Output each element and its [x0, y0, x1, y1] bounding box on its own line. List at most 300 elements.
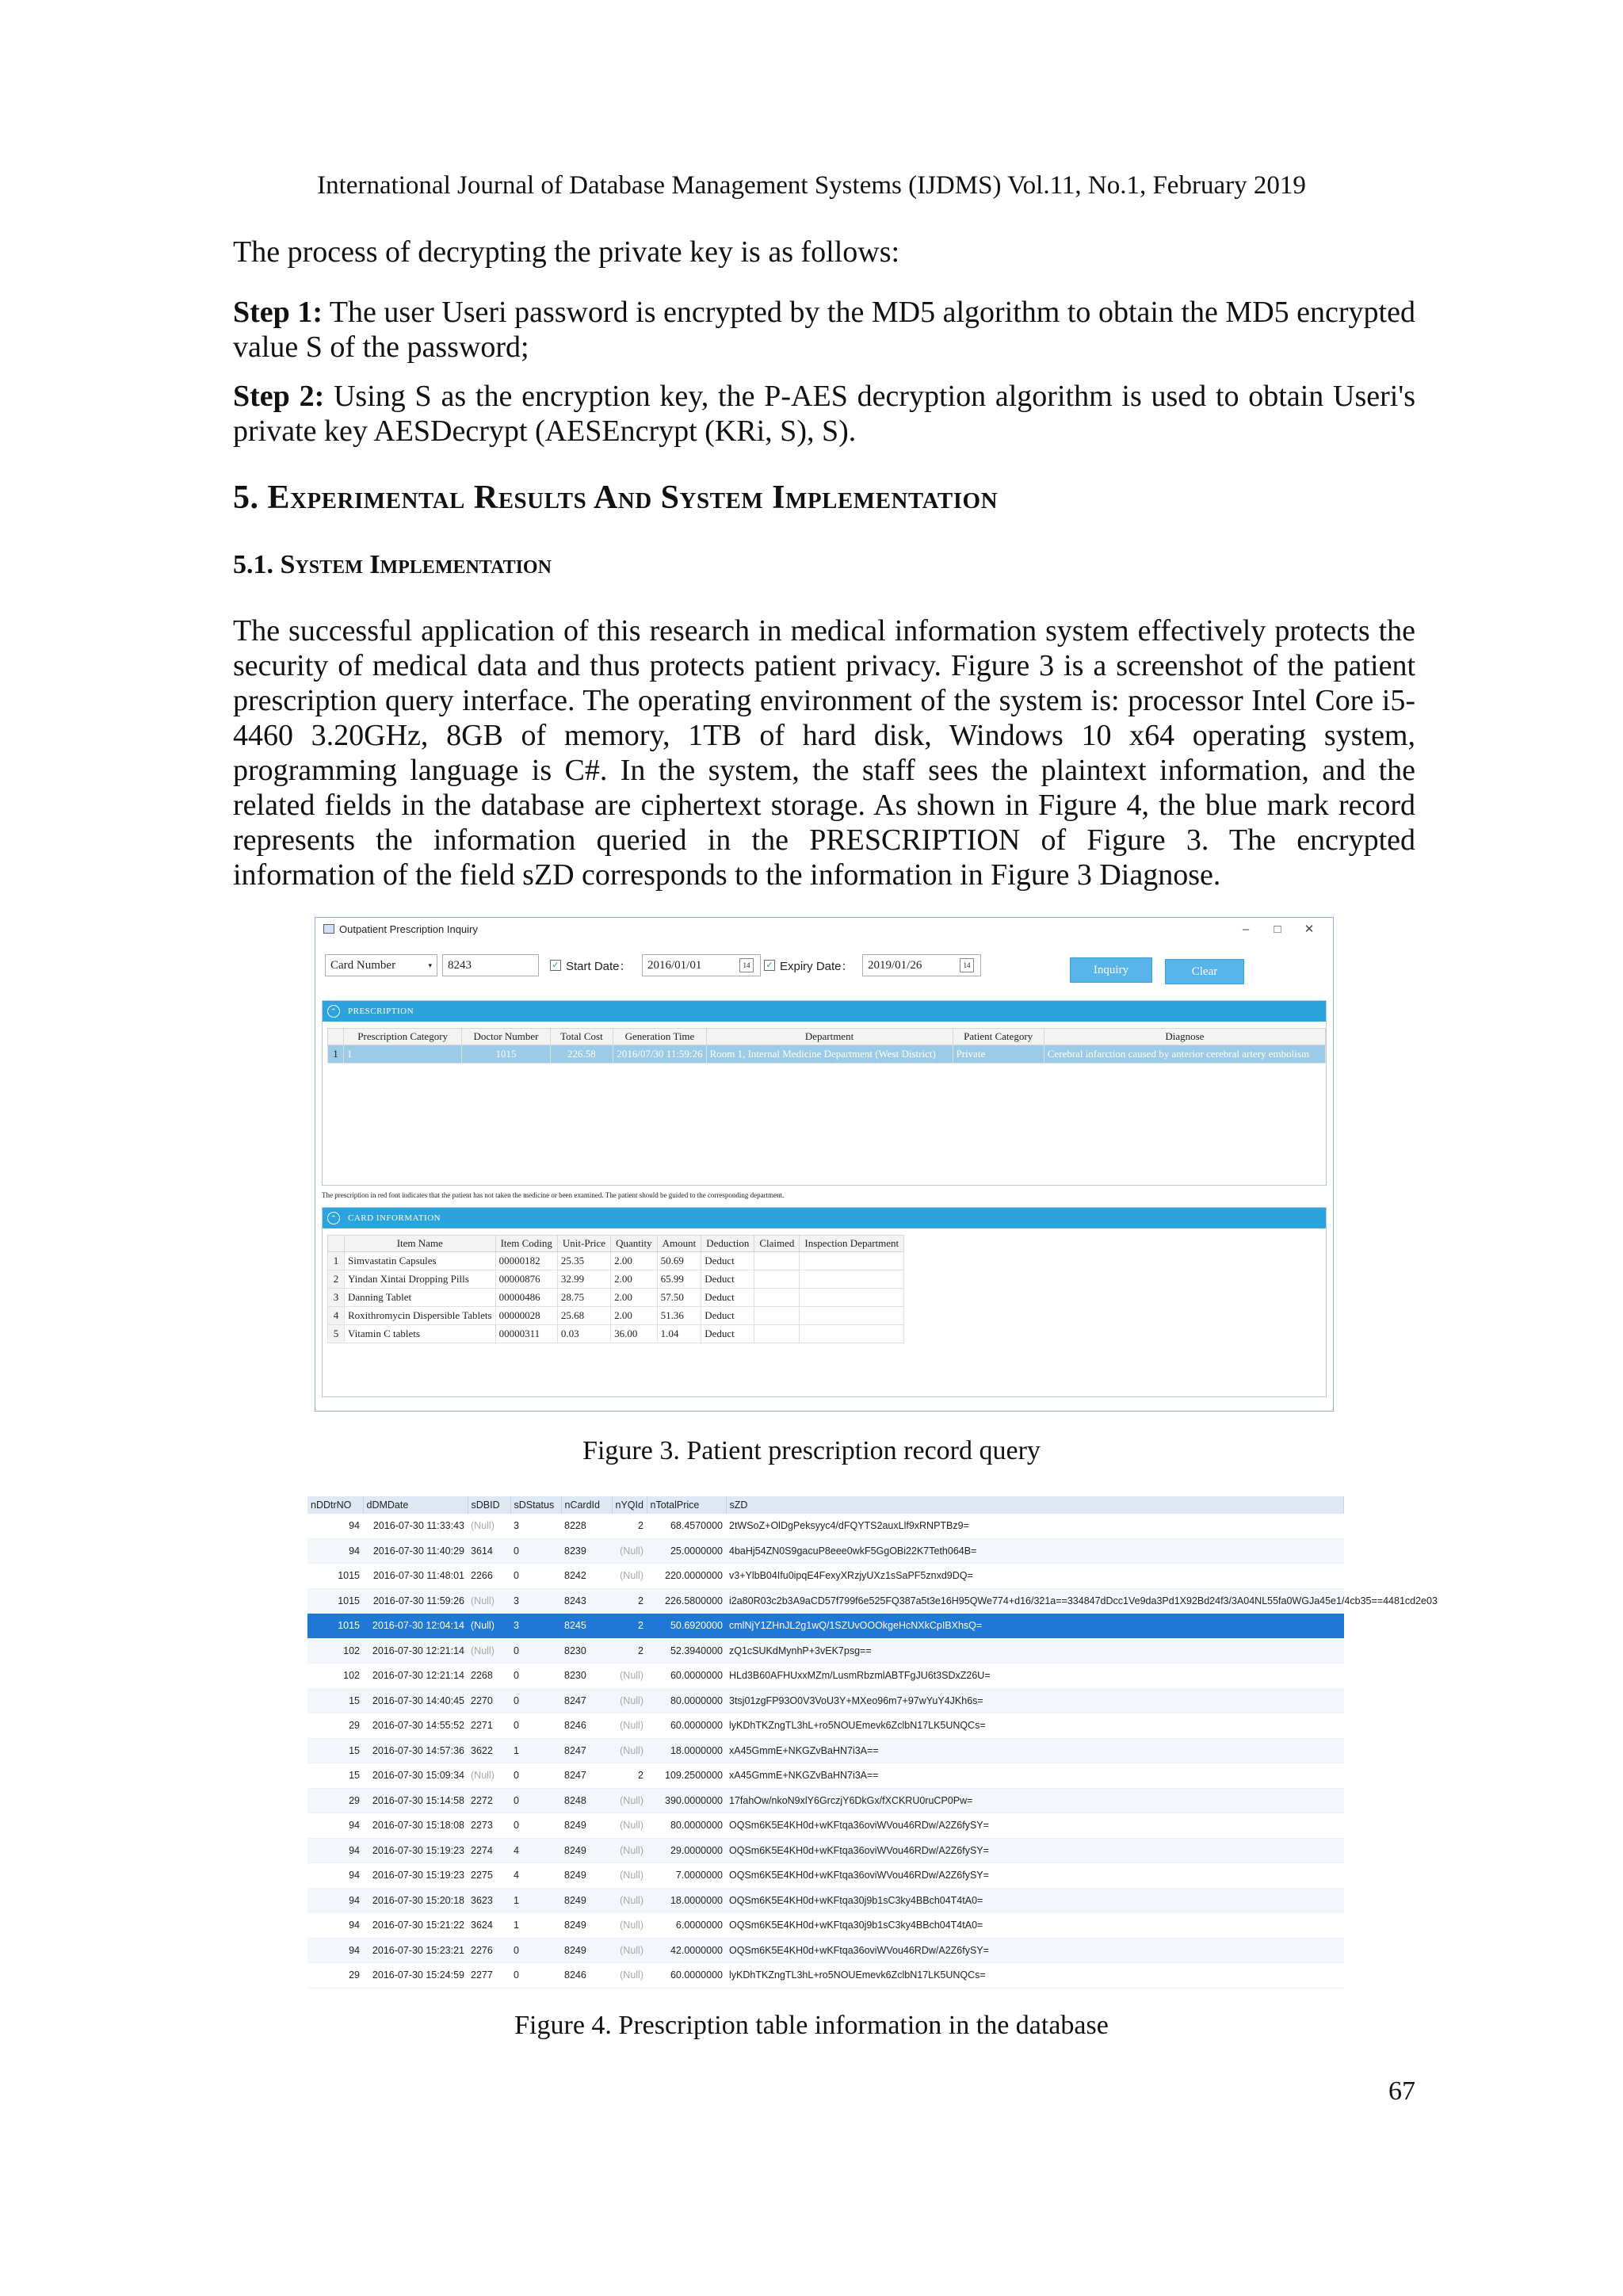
db-cell: 8246: [561, 1713, 612, 1739]
db-cell: 2016-07-30 11:59:26: [363, 1588, 468, 1614]
db-cell: 1015: [307, 1564, 363, 1589]
cell-category: 1: [343, 1045, 462, 1064]
db-cell: lyKDhTKZngTL3hL+ro5NOUEmevk6ZclbN17LK5UNQCs=: [726, 1713, 1344, 1739]
db-column-header[interactable]: dDMDate: [363, 1496, 468, 1514]
db-cell: 18.0000000: [647, 1888, 726, 1913]
table-cell: 2.00: [611, 1307, 658, 1325]
column-header[interactable]: Total Cost: [550, 1029, 613, 1045]
row-number: 5: [328, 1325, 345, 1343]
db-cell: (Null): [612, 1813, 647, 1839]
db-cell: 2272: [468, 1788, 510, 1813]
db-row[interactable]: [307, 1538, 1344, 1564]
table-cell: 36.00: [611, 1325, 658, 1343]
minimize-button[interactable]: –: [1242, 922, 1250, 936]
db-cell: 94: [307, 1538, 363, 1564]
card-information-title: CARD INFORMATION: [348, 1213, 441, 1223]
db-row[interactable]: [307, 1863, 1344, 1889]
db-cell: (Null): [612, 1963, 647, 1988]
db-cell: 94: [307, 1863, 363, 1889]
db-cell: 8246: [561, 1963, 612, 1988]
column-header[interactable]: Department: [706, 1029, 953, 1045]
cell-cost: 226.58: [550, 1045, 613, 1064]
table-cell: 00000182: [495, 1252, 557, 1270]
db-cell: (Null): [612, 1538, 647, 1564]
db-cell: 2016-07-30 12:04:14: [363, 1614, 468, 1639]
db-cell: 0: [510, 1538, 561, 1564]
db-cell: 0: [510, 1564, 561, 1589]
db-cell: 2266: [468, 1564, 510, 1589]
db-cell: OQSm6K5E4KH0d+wKFtqa36oviWVou46RDw/A2Z6fySY=: [726, 1863, 1344, 1889]
db-cell: OQSm6K5E4KH0d+wKFtqa30j9b1sC3ky4BBch04T4tA0=: [726, 1913, 1344, 1939]
table-cell: 51.36: [657, 1307, 701, 1325]
cell-diagnose: Cerebral infarction caused by anterior cerebral artery embolism: [1044, 1045, 1325, 1064]
db-cell: 1015: [307, 1614, 363, 1639]
row-number: 4: [328, 1307, 345, 1325]
db-cell: 2016-07-30 14:57:36: [363, 1738, 468, 1763]
db-cell: 1: [510, 1888, 561, 1913]
db-cell: xA45GmmE+NKGZvBaHN7i3A==: [726, 1738, 1344, 1763]
db-cell: 0: [510, 1763, 561, 1789]
db-cell: 8239: [561, 1538, 612, 1564]
db-cell: (Null): [468, 1614, 510, 1639]
cell-department: Room 1, Internal Medicine Department (West District): [706, 1045, 953, 1064]
db-cell: 18.0000000: [647, 1738, 726, 1763]
db-cell: 94: [307, 1514, 363, 1538]
start-date-checkbox[interactable]: [550, 954, 632, 976]
collapse-icon[interactable]: ⌃: [327, 1212, 340, 1224]
db-cell: 2: [612, 1763, 647, 1789]
column-header[interactable]: Doctor Number: [462, 1029, 550, 1045]
db-cell: 8247: [561, 1763, 612, 1789]
db-cell: 8248: [561, 1788, 612, 1813]
db-cell: 2016-07-30 14:40:45: [363, 1688, 468, 1713]
db-cell: (Null): [612, 1888, 647, 1913]
db-cell: (Null): [612, 1938, 647, 1963]
db-cell: 8249: [561, 1938, 612, 1963]
db-cell: HLd3B60AFHUxxMZm/LusmRbzmlABTFgJU6t3SDxZ26U=: [726, 1664, 1344, 1689]
db-cell: 0: [510, 1638, 561, 1664]
db-cell: 94: [307, 1938, 363, 1963]
prescription-table: [327, 1028, 1326, 1064]
db-cell: 2016-07-30 15:24:59: [363, 1963, 468, 1988]
table-cell: [754, 1325, 800, 1343]
db-cell: 3624: [468, 1913, 510, 1939]
db-cell: (Null): [612, 1913, 647, 1939]
close-button[interactable]: ✕: [1304, 923, 1315, 936]
db-cell: 2: [612, 1514, 647, 1538]
column-header[interactable]: Quantity: [611, 1236, 658, 1252]
db-cell: (Null): [468, 1638, 510, 1664]
step2-label: Step 2:: [233, 380, 325, 413]
card-row[interactable]: [328, 1289, 904, 1307]
db-row[interactable]: [307, 1838, 1344, 1863]
db-cell: 3623: [468, 1888, 510, 1913]
db-cell: 94: [307, 1838, 363, 1863]
body-paragraph: The successful application of this research in medical information system effectively protects the security of medical data and thus protects patient privacy. Figure 3 is a screenshot of the patient prescription query interface. The operating environment of the system is: processor Intel Core i5-4460 3.20GHz, 8GB of memory, 1TB of hard disk, Windows 10 x64 operating system, programming language is C#. In the system, the staff sees the plaintext information, and the related fields in the database are ciphertext storage. As shown in Figure 4, the blue mark record represents the information queried in the PRESCRIPTION of Figure 3. The encrypted information of the field sZD corresponds to the information in Figure 3 Diagnose.: [233, 614, 1415, 892]
column-header[interactable]: Unit-Price: [557, 1236, 610, 1252]
card-row[interactable]: [328, 1325, 904, 1343]
cell-time: 2016/07/30 11:59:26: [613, 1045, 706, 1064]
db-cell: (Null): [468, 1763, 510, 1789]
db-row[interactable]: [307, 1738, 1344, 1763]
db-cell: 109.2500000: [647, 1763, 726, 1789]
db-row[interactable]: [307, 1788, 1344, 1813]
table-cell: Roxithromycin Dispersible Tablets: [345, 1307, 496, 1325]
db-cell: 0: [510, 1788, 561, 1813]
db-cell: 80.0000000: [647, 1688, 726, 1713]
db-cell: 2016-07-30 15:19:23: [363, 1863, 468, 1889]
start-date-input[interactable]: [642, 954, 761, 976]
row-number: 3: [328, 1289, 345, 1307]
collapse-icon[interactable]: ⌃: [327, 1005, 340, 1018]
db-cell: 3622: [468, 1738, 510, 1763]
prescription-note: The prescription in red font indicates that the patient has not taken the medicine or been examined. The patient should be guided to the corresponding department.: [322, 1191, 785, 1199]
db-cell: 2016-07-30 15:21:22: [363, 1913, 468, 1939]
start-date-label: Start Date：: [566, 959, 632, 973]
db-cell: 2016-07-30 11:33:43: [363, 1514, 468, 1538]
table-cell: 65.99: [657, 1270, 701, 1289]
table-cell: 2.00: [611, 1252, 658, 1270]
db-cell: (Null): [612, 1688, 647, 1713]
card-row[interactable]: [328, 1252, 904, 1270]
db-cell: 2016-07-30 12:21:14: [363, 1664, 468, 1689]
column-header[interactable]: Generation Time: [613, 1029, 706, 1045]
db-cell: 50.6920000: [647, 1614, 726, 1639]
table-cell: Vitamin C tablets: [345, 1325, 496, 1343]
step2-text: Using S as the encryption key, the P-AES decryption algorithm is used to obtain Useri's private key AESDecrypt (AESEncrypt (KRi, S), S).: [233, 380, 1415, 448]
table-cell: [800, 1289, 904, 1307]
db-cell: 2271: [468, 1713, 510, 1739]
db-cell: 4: [510, 1838, 561, 1863]
db-cell: 8249: [561, 1863, 612, 1889]
table-cell: 32.99: [557, 1270, 610, 1289]
db-cell: 3614: [468, 1538, 510, 1564]
db-row[interactable]: [307, 1614, 1344, 1639]
db-cell: 8230: [561, 1638, 612, 1664]
row-number-header: [328, 1236, 345, 1252]
step2-paragraph: [233, 379, 1415, 449]
expiry-date-value: 2019/01/26: [868, 958, 922, 972]
table-cell: Deduct: [701, 1252, 754, 1270]
db-row[interactable]: [307, 1713, 1344, 1739]
figure4-caption: Figure 4. Prescription table information in the database: [514, 2011, 1109, 2040]
row-number-header: [328, 1029, 344, 1045]
db-cell: 68.4570000: [647, 1514, 726, 1538]
check-icon: ✓: [550, 960, 561, 971]
table-cell: 1.04: [657, 1325, 701, 1343]
table-cell: Deduct: [701, 1289, 754, 1307]
db-cell: 102: [307, 1664, 363, 1689]
db-row[interactable]: [307, 1688, 1344, 1713]
db-row[interactable]: [307, 1638, 1344, 1664]
db-cell: 60.0000000: [647, 1713, 726, 1739]
query-toolbar: [325, 954, 1323, 981]
db-row[interactable]: [307, 1938, 1344, 1963]
app-icon: [323, 924, 334, 934]
db-cell: 2274: [468, 1838, 510, 1863]
db-column-header[interactable]: nTotalPrice: [647, 1496, 726, 1514]
db-row[interactable]: [307, 1913, 1344, 1939]
db-cell: 2tWSoZ+OlDgPeksyyc4/dFQYTS2auxLlf9xRNPTBz9=: [726, 1514, 1344, 1538]
db-cell: 0: [510, 1664, 561, 1689]
database-table-view: [307, 1496, 1438, 1981]
table-cell: Deduct: [701, 1270, 754, 1289]
prescription-title: PRESCRIPTION: [348, 1007, 414, 1016]
db-cell: 2: [612, 1588, 647, 1614]
window-titlebar: [315, 918, 1333, 940]
db-cell: 8247: [561, 1688, 612, 1713]
table-cell: [754, 1289, 800, 1307]
db-cell: 1: [510, 1738, 561, 1763]
expiry-date-checkbox[interactable]: [764, 954, 854, 976]
db-cell: 8249: [561, 1913, 612, 1939]
card-row[interactable]: [328, 1270, 904, 1289]
calendar-icon[interactable]: 14: [960, 958, 974, 972]
db-cell: 94: [307, 1813, 363, 1839]
db-cell: 42.0000000: [647, 1938, 726, 1963]
db-cell: 0: [510, 1688, 561, 1713]
db-cell: 2016-07-30 11:40:29: [363, 1538, 468, 1564]
subsection-heading: 5.1. System Implementation: [233, 550, 552, 579]
table-cell: Danning Tablet: [345, 1289, 496, 1307]
row-number: 1: [328, 1045, 344, 1064]
card-type-select[interactable]: [325, 954, 437, 976]
table-cell: 00000028: [495, 1307, 557, 1325]
step1-text: The user Useri password is encrypted by the MD5 algorithm to obtain the MD5 encrypted value S of the password;: [233, 296, 1415, 364]
db-cell: 7.0000000: [647, 1863, 726, 1889]
chevron-down-icon: ▾: [428, 961, 432, 969]
journal-header: International Journal of Database Management Systems (IJDMS) Vol.11, No.1, February 2019: [317, 171, 1306, 200]
intro-text: The process of decrypting the private key is as follows:: [233, 235, 900, 269]
column-header[interactable]: Claimed: [754, 1236, 800, 1252]
step1-paragraph: [233, 295, 1415, 365]
db-cell: OQSm6K5E4KH0d+wKFtqa30j9b1sC3ky4BBch04T4tA0=: [726, 1888, 1344, 1913]
db-cell: 29: [307, 1713, 363, 1739]
db-cell: 6.0000000: [647, 1913, 726, 1939]
db-cell: 8245: [561, 1614, 612, 1639]
db-column-header[interactable]: nYQId: [612, 1496, 647, 1514]
db-row[interactable]: [307, 1564, 1344, 1589]
table-cell: 25.68: [557, 1307, 610, 1325]
db-cell: 3: [510, 1614, 561, 1639]
db-cell: 0: [510, 1813, 561, 1839]
db-cell: 3: [510, 1588, 561, 1614]
db-cell: 15: [307, 1738, 363, 1763]
db-row[interactable]: [307, 1763, 1344, 1789]
db-cell: 2: [612, 1638, 647, 1664]
db-cell: 8249: [561, 1813, 612, 1839]
table-cell: Deduct: [701, 1325, 754, 1343]
db-column-header[interactable]: nCardId: [561, 1496, 612, 1514]
db-cell: 25.0000000: [647, 1538, 726, 1564]
prescription-db-table: [307, 1496, 1438, 1988]
db-cell: (Null): [468, 1514, 510, 1538]
db-cell: 2016-07-30 15:14:58: [363, 1788, 468, 1813]
expiry-date-input[interactable]: [862, 954, 981, 976]
inquiry-button[interactable]: Inquiry: [1070, 957, 1152, 983]
db-cell: 29.0000000: [647, 1838, 726, 1863]
db-cell: (Null): [612, 1564, 647, 1589]
card-information-table: [327, 1235, 904, 1343]
card-information-header-bar[interactable]: [323, 1208, 1326, 1228]
db-cell: 60.0000000: [647, 1664, 726, 1689]
table-cell: 0.03: [557, 1325, 610, 1343]
table-cell: 2.00: [611, 1270, 658, 1289]
db-cell: 2016-07-30 15:09:34: [363, 1763, 468, 1789]
db-cell: 80.0000000: [647, 1813, 726, 1839]
column-header[interactable]: Amount: [657, 1236, 701, 1252]
db-cell: (Null): [612, 1713, 647, 1739]
db-cell: 2: [612, 1614, 647, 1639]
page-number: 67: [1388, 2076, 1415, 2106]
db-cell: 220.0000000: [647, 1564, 726, 1589]
column-header[interactable]: Inspection Department: [800, 1236, 904, 1252]
table-cell: 25.35: [557, 1252, 610, 1270]
db-column-header[interactable]: sZD: [726, 1496, 1344, 1514]
card-information-panel: [322, 1207, 1327, 1397]
db-cell: 4baHj54ZN0S9gacuP8eee0wkF5GgOBi22K7Teth064B=: [726, 1538, 1344, 1564]
db-cell: 94: [307, 1888, 363, 1913]
db-cell: 8242: [561, 1564, 612, 1589]
clear-button[interactable]: Clear: [1165, 959, 1244, 984]
db-cell: xA45GmmE+NKGZvBaHN7i3A==: [726, 1763, 1344, 1789]
table-cell: Yindan Xintai Dropping Pills: [345, 1270, 496, 1289]
db-cell: 2016-07-30 15:23:21: [363, 1938, 468, 1963]
table-cell: 00000311: [495, 1325, 557, 1343]
db-cell: 0: [510, 1963, 561, 1988]
db-cell: (Null): [612, 1664, 647, 1689]
db-cell: 2276: [468, 1938, 510, 1963]
cell-patient-category: Private: [953, 1045, 1044, 1064]
db-cell: 2016-07-30 14:55:52: [363, 1713, 468, 1739]
table-cell: Deduct: [701, 1307, 754, 1325]
db-cell: 94: [307, 1913, 363, 1939]
db-cell: 0: [510, 1713, 561, 1739]
column-header[interactable]: Diagnose: [1044, 1029, 1325, 1045]
table-cell: [754, 1252, 800, 1270]
db-row[interactable]: [307, 1514, 1344, 1538]
table-cell: [800, 1307, 904, 1325]
db-cell: 8247: [561, 1738, 612, 1763]
db-cell: 8230: [561, 1664, 612, 1689]
prescription-header-bar[interactable]: [323, 1001, 1326, 1022]
db-cell: 60.0000000: [647, 1963, 726, 1988]
db-cell: 2273: [468, 1813, 510, 1839]
db-cell: 3tsj01zgFP93O0V3VoU3Y+MXeo96m7+97wYuY4JKh6s=: [726, 1688, 1344, 1713]
db-cell: (Null): [612, 1838, 647, 1863]
db-cell: 29: [307, 1963, 363, 1988]
card-number-input[interactable]: 8243: [442, 954, 539, 976]
db-cell: 2016-07-30 11:48:01: [363, 1564, 468, 1589]
table-cell: [754, 1270, 800, 1289]
prescription-row[interactable]: [328, 1045, 1326, 1064]
db-cell: OQSm6K5E4KH0d+wKFtqa36oviWVou46RDw/A2Z6fySY=: [726, 1838, 1344, 1863]
db-cell: 4: [510, 1863, 561, 1889]
db-column-header[interactable]: nDDtrNO: [307, 1496, 363, 1514]
db-cell: (Null): [612, 1863, 647, 1889]
table-cell: Simvastatin Capsules: [345, 1252, 496, 1270]
db-cell: v3+YlbB04Ifu0ipqE4FexyXRzjyUXz1sSaPF5znxd9DQ=: [726, 1564, 1344, 1589]
section-heading: 5. Experimental Results And System Implementation: [233, 479, 999, 516]
db-cell: 2016-07-30 15:20:18: [363, 1888, 468, 1913]
db-cell: 0: [510, 1938, 561, 1963]
start-date-value: 2016/01/01: [647, 958, 702, 972]
db-column-header[interactable]: sDStatus: [510, 1496, 561, 1514]
step1-label: Step 1:: [233, 296, 323, 329]
table-cell: 50.69: [657, 1252, 701, 1270]
db-column-header[interactable]: sDBID: [468, 1496, 510, 1514]
card-type-label: Card Number: [330, 958, 396, 972]
maximize-button[interactable]: □: [1274, 922, 1281, 936]
db-cell: 15: [307, 1763, 363, 1789]
calendar-icon[interactable]: 14: [739, 958, 754, 972]
db-cell: cmlNjY1ZHnJL2g1wQ/1SZUvOOOkgeHcNXkCpIBXhsQ=: [726, 1614, 1344, 1639]
db-cell: 29: [307, 1788, 363, 1813]
table-cell: 57.50: [657, 1289, 701, 1307]
db-cell: (Null): [468, 1588, 510, 1614]
db-cell: 2268: [468, 1664, 510, 1689]
db-cell: (Null): [612, 1738, 647, 1763]
db-cell: 8243: [561, 1588, 612, 1614]
table-cell: [800, 1270, 904, 1289]
db-cell: 2016-07-30 15:19:23: [363, 1838, 468, 1863]
db-cell: 2277: [468, 1963, 510, 1988]
db-cell: 226.5800000: [647, 1588, 726, 1614]
db-cell: 8228: [561, 1514, 612, 1538]
db-cell: 1: [510, 1913, 561, 1939]
db-cell: OQSm6K5E4KH0d+wKFtqa36oviWVou46RDw/A2Z6fySY=: [726, 1938, 1344, 1963]
db-cell: zQ1cSUKdMynhP+3vEK7psg==: [726, 1638, 1344, 1664]
expiry-date-label: Expiry Date：: [780, 959, 854, 973]
row-number: 1: [328, 1252, 345, 1270]
row-number: 2: [328, 1270, 345, 1289]
db-cell: 2275: [468, 1863, 510, 1889]
db-cell: 102: [307, 1638, 363, 1664]
db-cell: 17fahOw/nkoN9xlY6GrczjY6DkGx/fXCKRU0ruCP0Pw=: [726, 1788, 1344, 1813]
db-cell: 2270: [468, 1688, 510, 1713]
db-cell: i2a80R03c2b3A9aCD57f799f6e525FQ387a5t3e16H95QWe774+d16/321a==334847dDcc1Ve9da3Pd1X92Bd24f3/3A04NL55fa0WGJa45e1/4cb35==4481cd2e03: [726, 1588, 1344, 1614]
db-cell: 2016-07-30 15:18:08: [363, 1813, 468, 1839]
column-header[interactable]: Item Name: [345, 1236, 496, 1252]
db-cell: 52.3940000: [647, 1638, 726, 1664]
check-icon: ✓: [764, 960, 775, 971]
db-cell: 1015: [307, 1588, 363, 1614]
table-cell: 28.75: [557, 1289, 610, 1307]
db-row[interactable]: [307, 1588, 1344, 1614]
table-cell: [800, 1325, 904, 1343]
cell-doctor: 1015: [462, 1045, 550, 1064]
window-title: Outpatient Prescription Inquiry: [339, 923, 478, 935]
figure3-caption: Figure 3. Patient prescription record query: [582, 1436, 1041, 1465]
table-cell: [754, 1307, 800, 1325]
column-header[interactable]: Item Coding: [495, 1236, 557, 1252]
db-cell: 8249: [561, 1888, 612, 1913]
table-cell: 00000876: [495, 1270, 557, 1289]
db-cell: lyKDhTKZngTL3hL+ro5NOUEmevk6ZclbN17LK5UNQCs=: [726, 1963, 1344, 1988]
column-header[interactable]: Deduction: [701, 1236, 754, 1252]
db-row[interactable]: [307, 1664, 1344, 1689]
db-row[interactable]: [307, 1963, 1344, 1988]
column-header[interactable]: Prescription Category: [343, 1029, 462, 1045]
db-cell: 3: [510, 1514, 561, 1538]
card-row[interactable]: [328, 1307, 904, 1325]
table-cell: 2.00: [611, 1289, 658, 1307]
db-row[interactable]: [307, 1813, 1344, 1839]
db-cell: 2016-07-30 12:21:14: [363, 1638, 468, 1664]
column-header[interactable]: Patient Category: [953, 1029, 1044, 1045]
table-cell: [800, 1252, 904, 1270]
db-row[interactable]: [307, 1888, 1344, 1913]
